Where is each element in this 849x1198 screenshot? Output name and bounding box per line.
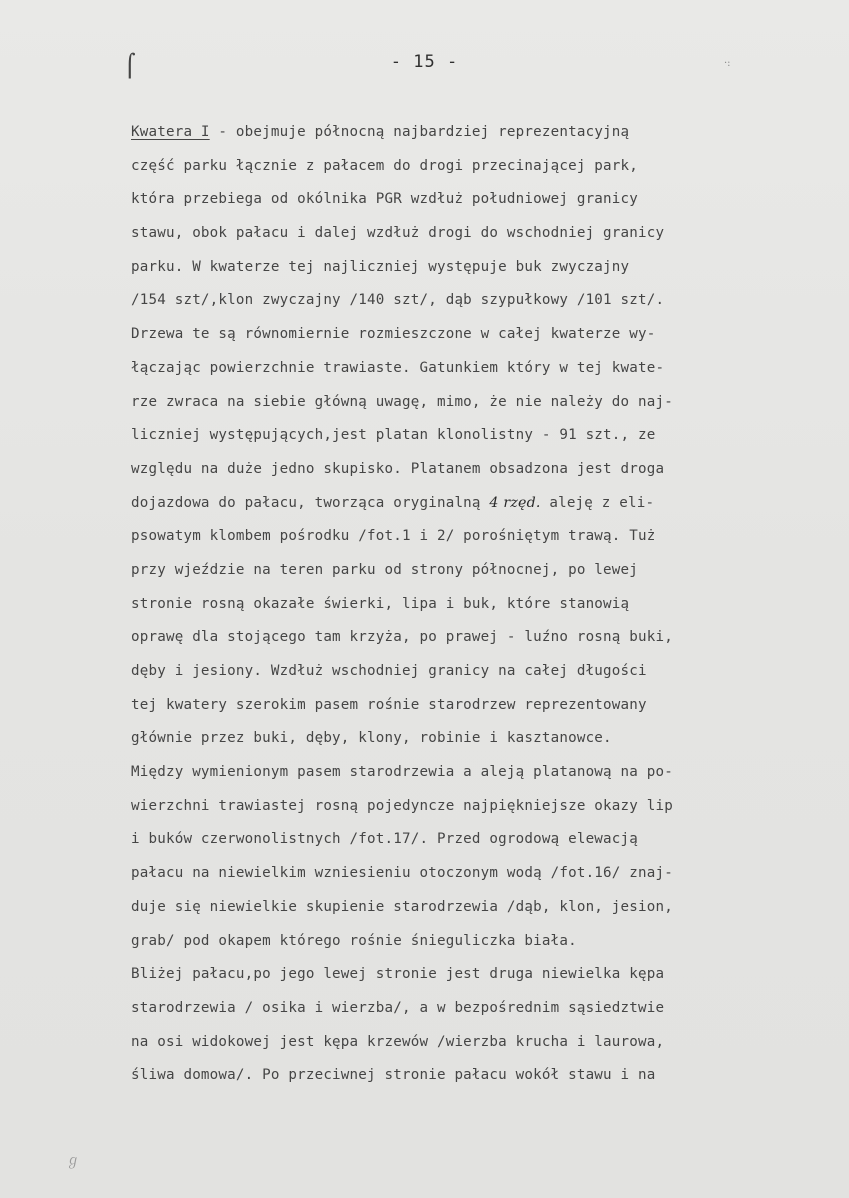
text-line-22: i buków czerwonolistnych /fot.17/. Przed ogrodową elewacją <box>131 831 639 848</box>
text-line-1: Kwatera I - obejmuje północną najbardziej reprezentacyjną <box>131 124 630 140</box>
text-line-8: łączając powierzchnie trawiaste. Gatunkiem który w tej kwate- <box>131 359 665 376</box>
text-line-15: stronie rosną okazałe świerki, lipa i buk, które stanowią <box>131 595 630 612</box>
text-line-9: rze zwraca na siebie główną uwagę, mimo, że nie należy do naj- <box>131 393 673 410</box>
page-number: - 15 - <box>390 52 459 72</box>
text-line-16: oprawę dla stojącego tam krzyża, po prawej - luźno rosną buki, <box>131 629 673 646</box>
body-text <box>131 116 791 1093</box>
text-line-20: Między wymienionym pasem starodrzewia a aleją platanową na po- <box>131 764 673 781</box>
text-line-27: starodrzewia / osika i wierzba/, a w bezpośrednim sąsiedztwie <box>131 999 665 1016</box>
text-line-23: pałacu na niewielkim wzniesieniu otoczonym wodą /fot.16/ znaj- <box>131 865 673 882</box>
text-line-21: wierzchni trawiastej rosną pojedyncze najpiękniejsze okazy lip <box>131 797 673 814</box>
text-line-11: względu na duże jedno skupisko. Platanem obsadzona jest droga <box>131 460 665 477</box>
text-line-13: psowatym klombem pośrodku /fot.1 i 2/ porośniętym trawą. Tuż <box>131 528 656 545</box>
text-line-7: Drzewa te są równomiernie rozmieszczone w całej kwaterze wy- <box>131 326 656 343</box>
text-line-18: tej kwatery szerokim pasem rośnie starodrzew reprezentowany <box>131 696 647 713</box>
text-line-5: parku. W kwaterze tej najliczniej występuje buk zwyczajny <box>131 258 630 275</box>
margin-bracket-mark: ⌠ <box>124 54 136 79</box>
text-line-3: która przebiega od okólnika PGR wzdłuż południowej granicy <box>131 191 639 208</box>
margin-dots-mark: ·: <box>724 58 731 69</box>
text-line-10: liczniej występujących,jest platan klonolistny - 91 szt., ze <box>131 427 656 444</box>
margin-pencil-mark: ℊ <box>66 1153 80 1169</box>
text-line-19: głównie przez buki, dęby, klony, robinie i kasztanowce. <box>131 730 612 747</box>
text-line-29: śliwa domowa/. Po przeciwnej stronie pałacu wokół stawu i na <box>131 1067 656 1084</box>
text-line-2: część parku łącznie z pałacem do drogi przecinającej park, <box>131 157 639 174</box>
text-line-4: stawu, obok pałacu i dalej wzdłuż drogi do wschodniej granicy <box>131 225 665 242</box>
text-line-17: dęby i jesiony. Wzdłuż wschodniej granicy na całej długości <box>131 663 647 679</box>
handwritten-insert: 4 rzęd. <box>489 494 541 511</box>
text-line-6: /154 szt/,klon zwyczajny /140 szt/, dąb szypułkowy /101 szt/. <box>131 292 665 309</box>
text-line-25: grab/ pod okapem którego rośnie śnieguliczka biała. <box>131 932 577 949</box>
text-line-14: przy wjeździe na teren parku od strony północnej, po lewej <box>131 561 639 578</box>
section-heading: Kwatera I <box>131 124 210 140</box>
text-line-12: dojazdowa do pałacu, tworząca oryginalną 4 rzęd. aleję z eli- <box>131 494 655 511</box>
text-line-26: Bliżej pałacu,po jego lewej stronie jest druga niewielka kępa <box>131 966 665 983</box>
text-line-24: duje się niewielkie skupienie starodrzewia /dąb, klon, jesion, <box>131 898 673 915</box>
text-line-28: na osi widokowej jest kępa krzewów /wierzba krucha i laurowa, <box>131 1033 665 1050</box>
